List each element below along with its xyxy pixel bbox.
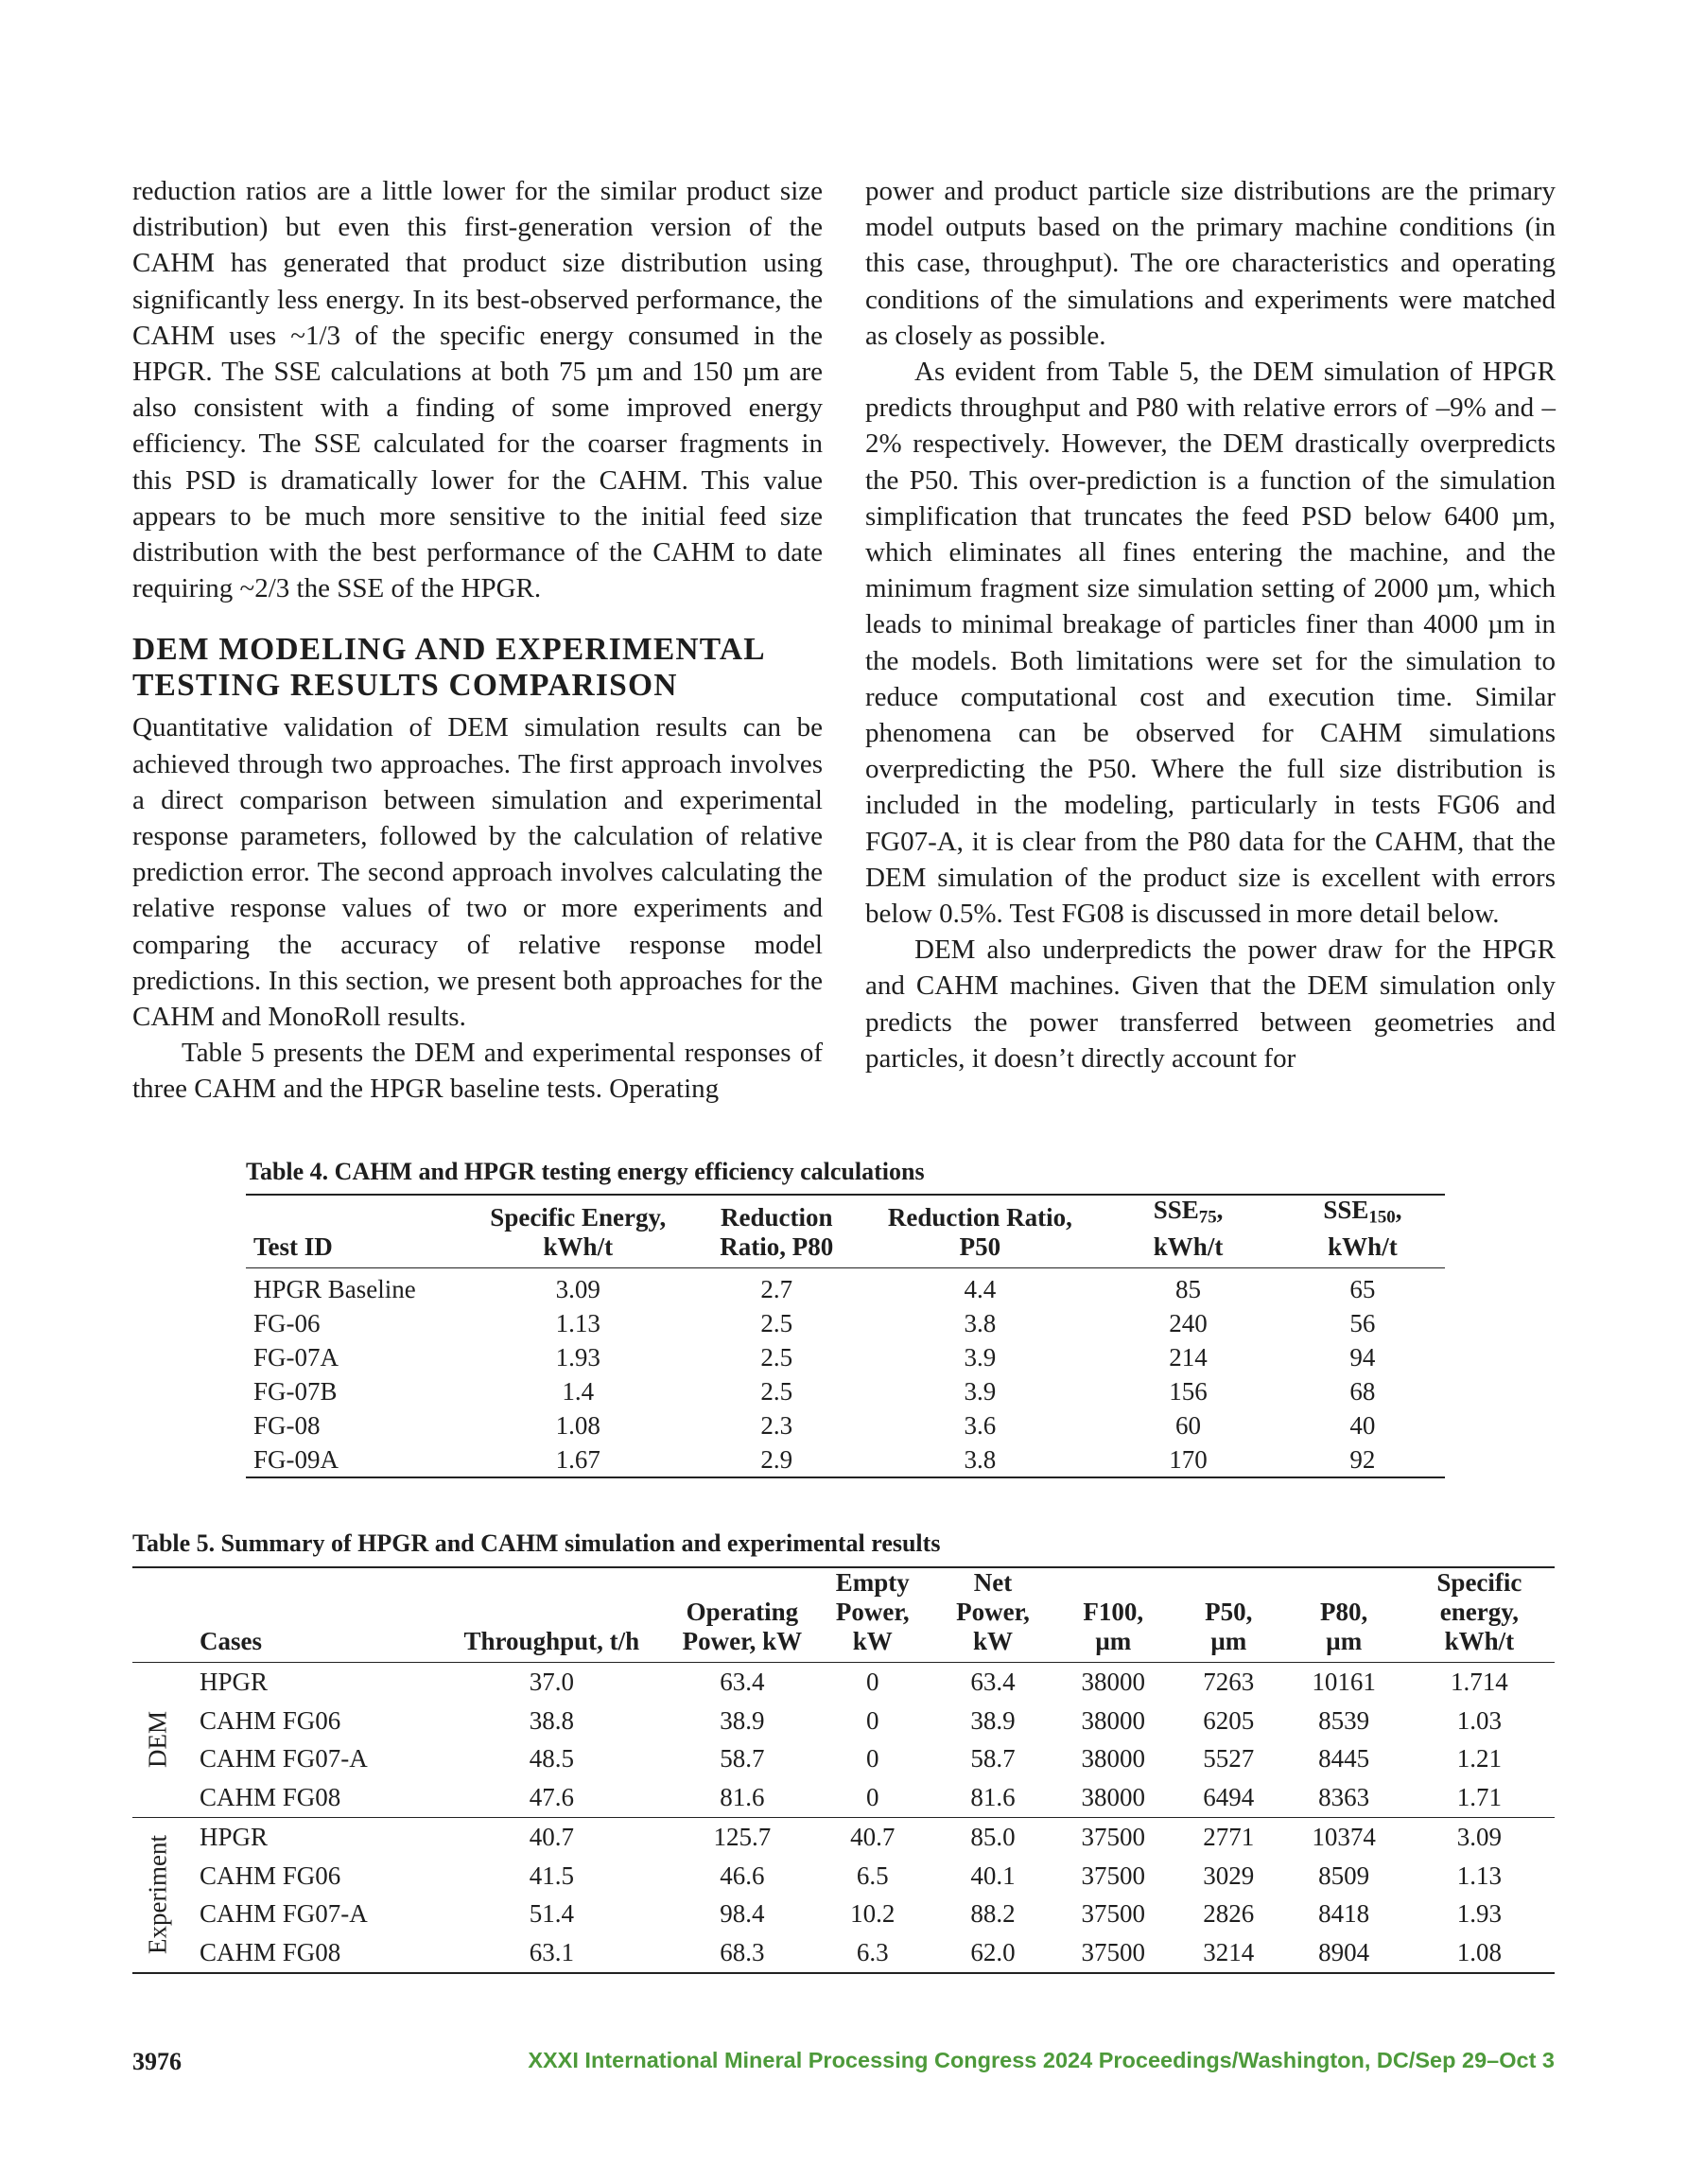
table-cell: 60 [1175, 1410, 1202, 1440]
table5-header-group [132, 1567, 183, 1663]
table5-header-f100: F100, µm [1053, 1567, 1174, 1663]
table5-header-p50: P50, µm [1174, 1567, 1284, 1663]
table-cell: 0 [865, 1744, 879, 1773]
table-cell: 3.9 [964, 1376, 997, 1406]
table-cell: 47.6 [529, 1783, 574, 1812]
table-cell: 98.4 [720, 1899, 765, 1929]
table-cell: 125.7 [672, 1817, 812, 1856]
case-name: HPGR [183, 1817, 431, 1856]
table-cell: FG-09A [253, 1444, 339, 1474]
table-cell: 40.7 [431, 1817, 672, 1856]
table-cell: 41.5 [529, 1861, 574, 1890]
table-cell: 2.5 [760, 1308, 793, 1337]
table-cell: 8418 [1318, 1899, 1370, 1929]
table-cell: 38000 [1081, 1783, 1145, 1812]
table-cell: 0 [865, 1668, 879, 1696]
table-cell: 2.5 [760, 1376, 793, 1406]
table-cell: 10.2 [850, 1899, 896, 1929]
table-cell: 6205 [1203, 1705, 1255, 1735]
table-cell: 38000 [1081, 1668, 1145, 1696]
table-cell: 51.4 [529, 1899, 574, 1929]
table-cell: 56 [1349, 1308, 1376, 1337]
table-cell: 8445 [1318, 1744, 1370, 1773]
table-cell: 94 [1349, 1342, 1376, 1372]
table-row [132, 1778, 1555, 1817]
table-cell: 2.9 [760, 1444, 793, 1474]
table-cell: 88.2 [970, 1899, 1016, 1929]
table-cell: FG-06 [253, 1308, 321, 1337]
table-cell: 40.1 [970, 1861, 1016, 1890]
table-cell: 1.93 [1456, 1899, 1503, 1929]
table4 [246, 1194, 1445, 1478]
case-name: CAHM FG06 [200, 1705, 341, 1735]
table-row [132, 1817, 1555, 1856]
table-cell: 38.8 [529, 1705, 574, 1735]
right-paragraph-1: power and product particle size distributions are the primary model outputs based on the primary machine conditions (in this case, throughput). The ore characteristics and operating conditions of the simulations and experiments were matched as closely as possible. [865, 176, 1556, 351]
table4-header-reduction-p50: Reduction Ratio, P50 [863, 1195, 1096, 1267]
table-cell: 5527 [1203, 1744, 1255, 1773]
table-cell: 58.7 [720, 1744, 765, 1773]
table5-body [132, 1663, 1555, 1973]
table-cell: FG-08 [253, 1410, 321, 1440]
table-cell: FG-07B [253, 1376, 338, 1406]
table-cell: 3.6 [964, 1410, 997, 1440]
table-cell: 8904 [1318, 1937, 1370, 1966]
page-number: 3976 [132, 2048, 182, 2075]
table-cell: 40.7 [812, 1817, 932, 1856]
table-row [246, 1442, 1445, 1477]
table-cell: 240 [1169, 1308, 1208, 1337]
table-cell: 6.5 [856, 1861, 889, 1890]
table-cell: 1.21 [1456, 1744, 1503, 1773]
table4-header-sse75: $SSE_{75}$, kWh/t [1096, 1195, 1280, 1267]
table-cell: 8363 [1318, 1783, 1370, 1812]
table-cell: 2.3 [760, 1410, 793, 1440]
table-cell: 63.1 [529, 1937, 574, 1966]
left-paragraph-2: Quantitative validation of DEM simulation results can be achieved through two approaches. The first approach involves a direct comparison between simulation and experimental response parameters, followed by the calculation of relative prediction error. The second approach involves calculating the relative response values of two or more experiments and comparing the accuracy of relative response model predictions. In this section, we present both approaches for the CAHM and MonoRoll results. [132, 712, 823, 1033]
case-name: CAHM FG08 [200, 1783, 341, 1812]
table4-body [246, 1267, 1445, 1477]
table-cell: 156 [1169, 1376, 1208, 1406]
table-cell: 214 [1169, 1342, 1208, 1372]
group-label-text: DEM [143, 1711, 172, 1769]
right-column [865, 173, 1556, 1076]
table-cell: 6494 [1203, 1783, 1255, 1812]
table-cell: 3.8 [964, 1444, 997, 1474]
right-paragraph-3: DEM also underpredicts the power draw for the HPGR and CAHM machines. Given that the DEM simulation only predicts the power transferred between geometries and particles, it doesn’t directly account for [865, 935, 1556, 1074]
table-cell: 3.9 [964, 1342, 997, 1372]
table-cell: 65 [1349, 1274, 1376, 1303]
table-cell: 170 [1169, 1444, 1208, 1474]
table-cell: 0 [865, 1705, 879, 1735]
table-cell: 37500 [1053, 1817, 1174, 1856]
table-cell: 1.08 [555, 1410, 600, 1440]
table-cell: 3214 [1203, 1937, 1255, 1966]
table-cell: 37.0 [529, 1668, 574, 1696]
table5-header-specific-energy: Specific energy, kWh/t [1404, 1567, 1555, 1663]
table-cell: 8509 [1318, 1861, 1370, 1890]
section-heading-line-2: TESTING RESULTS COMPARISON [132, 668, 678, 704]
left-paragraph-1: reduction ratios are a little lower for the similar product size distribution) but even this first-generation version of the CAHM has generated that product size distribution using significantly less energy. In its best-observed performance, the CAHM uses ~1/3 of the specific energy consumed in the HPGR. The SSE calculations at both 75 µm and 150 µm are also consistent with a finding of some improved energy efficiency. The SSE calculated for the coarser fragments in this PSD is dramatically lower for the CAHM. This value appears to be much more sensitive to the initial feed size distribution with the best performance of the CAHM to date requiring ~2/3 the SSE of the HPGR. [132, 176, 823, 604]
group-label [132, 1817, 183, 1972]
table-cell: 38000 [1081, 1744, 1145, 1773]
case-name: CAHM FG07-A [200, 1899, 368, 1929]
table-cell: 1.4 [562, 1376, 595, 1406]
table-cell: 10374 [1284, 1817, 1404, 1856]
table-cell: 3.8 [964, 1308, 997, 1337]
table4-header-row [246, 1195, 1445, 1267]
table4-header-specific-energy: Specific Energy, kWh/t [467, 1195, 690, 1267]
table-cell: 10161 [1312, 1668, 1376, 1696]
section-heading-line-1: DEM MODELING AND EXPERIMENTAL [132, 632, 766, 668]
table-cell: 1.93 [555, 1342, 600, 1372]
table-cell: 48.5 [529, 1744, 574, 1773]
table5-header-cases: Cases [183, 1567, 431, 1663]
table-cell: 85.0 [932, 1817, 1052, 1856]
table4-header-test-id: Test ID [246, 1195, 467, 1267]
table-cell: 2.5 [760, 1342, 793, 1372]
table-cell: 1.67 [555, 1444, 600, 1474]
table-row [132, 1857, 1555, 1896]
table-cell: 3029 [1203, 1861, 1255, 1890]
table-cell: 63.4 [720, 1668, 765, 1696]
case-name: HPGR [200, 1668, 269, 1696]
table-cell: 1.08 [1456, 1937, 1503, 1966]
table-row [132, 1933, 1555, 1973]
table-cell: 1.714 [1451, 1668, 1508, 1696]
table-row [132, 1895, 1555, 1933]
table-cell: 81.6 [720, 1783, 765, 1812]
table4-caption: Table 4. CAHM and HPGR testing energy efficiency calculations [246, 1158, 925, 1185]
table-cell: 68 [1349, 1376, 1376, 1406]
table-cell: FG-07A [253, 1342, 339, 1372]
table-row [246, 1340, 1445, 1374]
table5 [132, 1566, 1555, 1974]
case-name: CAHM FG07-A [200, 1744, 368, 1773]
right-paragraph-2: As evident from Table 5, the DEM simulation of HPGR predicts throughput and P80 with relative errors of –9% and –2% respectively. However, the DEM drastically overpredicts the P50. This over-prediction is a function of the simulation simplification that truncates the feed PSD below 6400 µm, which eliminates all fines entering the machine, and the minimum fragment size simulation setting of 2000 µm, which leads to minimal breakage of particles finer than 4000 µm in the models. Both limitations were set for the simulation to reduce computational cost and execution time. Similar phenomena can be observed for CAHM simulations overpredicting the P50. Where the full size distribution is included in the modeling, particularly in tests FG06 and FG07-A, it is clear from the P80 data for the CAHM, that the DEM simulation of the product size is excellent with errors below 0.5%. Test FG08 is discussed in more detail below. [865, 357, 1556, 930]
table-cell: 1.13 [1456, 1861, 1503, 1890]
table-cell: 62.0 [970, 1937, 1016, 1966]
table-cell: 63.4 [970, 1668, 1016, 1696]
table-cell: 2.7 [760, 1274, 793, 1303]
table-cell: 37500 [1081, 1861, 1145, 1890]
table-row [246, 1408, 1445, 1442]
table-cell: 1.13 [555, 1308, 600, 1337]
footer-conference: XXXI International Mineral Processing Congress 2024 Proceedings/Washington, DC/Sep 29–Oct 3 [528, 2048, 1555, 2072]
table-row [132, 1739, 1555, 1778]
table-cell: 6.3 [856, 1937, 889, 1966]
table-cell: 3.09 [1404, 1817, 1555, 1856]
table-cell: 81.6 [970, 1783, 1016, 1812]
group-label [132, 1663, 183, 1818]
table-cell: 3.09 [555, 1274, 600, 1303]
table-cell: 92 [1349, 1444, 1376, 1474]
case-name: CAHM FG08 [200, 1937, 341, 1966]
table4-header-reduction-p80: Reduction Ratio, P80 [689, 1195, 863, 1267]
table-cell: 37500 [1081, 1899, 1145, 1929]
table-cell: 40 [1349, 1410, 1376, 1440]
table-cell: 2771 [1174, 1817, 1284, 1856]
table4-header-sse150: $SSE_{150}$, kWh/t [1280, 1195, 1445, 1267]
table5-header-empty-power: Empty Power, kW [812, 1567, 932, 1663]
table5-header-row [132, 1567, 1555, 1663]
table5-header-p80: P80, µm [1284, 1567, 1404, 1663]
table-cell: HPGR Baseline [253, 1274, 416, 1303]
group-label-text: Experiment [143, 1835, 172, 1955]
left-column [132, 173, 823, 1108]
table-cell: 0 [865, 1783, 879, 1812]
table-row [132, 1702, 1555, 1740]
table-cell: 38.9 [720, 1705, 765, 1735]
table-cell: 2826 [1203, 1899, 1255, 1929]
table-cell: 7263 [1203, 1668, 1255, 1696]
table5-caption: Table 5. Summary of HPGR and CAHM simulation and experimental results [132, 1529, 941, 1557]
table-cell: 46.6 [720, 1861, 765, 1890]
table-cell: 37500 [1081, 1937, 1145, 1966]
case-name: CAHM FG06 [200, 1861, 341, 1890]
table-cell: 58.7 [970, 1744, 1016, 1773]
table-row [246, 1306, 1445, 1340]
table5-header-net-power: Net Power, kW [932, 1567, 1052, 1663]
table-cell: 38.9 [970, 1705, 1016, 1735]
table-cell: 4.4 [964, 1274, 997, 1303]
table-row [132, 1663, 1555, 1702]
table-row [246, 1267, 1445, 1306]
left-paragraph-3: Table 5 presents the DEM and experimental responses of three CAHM and the HPGR baseline tests. Operating [132, 1038, 823, 1105]
table-cell: 68.3 [720, 1937, 765, 1966]
table-cell: 85 [1175, 1274, 1202, 1303]
table-cell: 38000 [1081, 1705, 1145, 1735]
table5-header-throughput: Throughput, t/h [431, 1567, 672, 1663]
table-cell: 8539 [1318, 1705, 1370, 1735]
section-heading [132, 632, 823, 704]
table-row [246, 1374, 1445, 1408]
table-cell: 1.03 [1456, 1705, 1503, 1735]
table-cell: 1.71 [1456, 1783, 1503, 1812]
table5-header-operating-power: Operating Power, kW [672, 1567, 812, 1663]
